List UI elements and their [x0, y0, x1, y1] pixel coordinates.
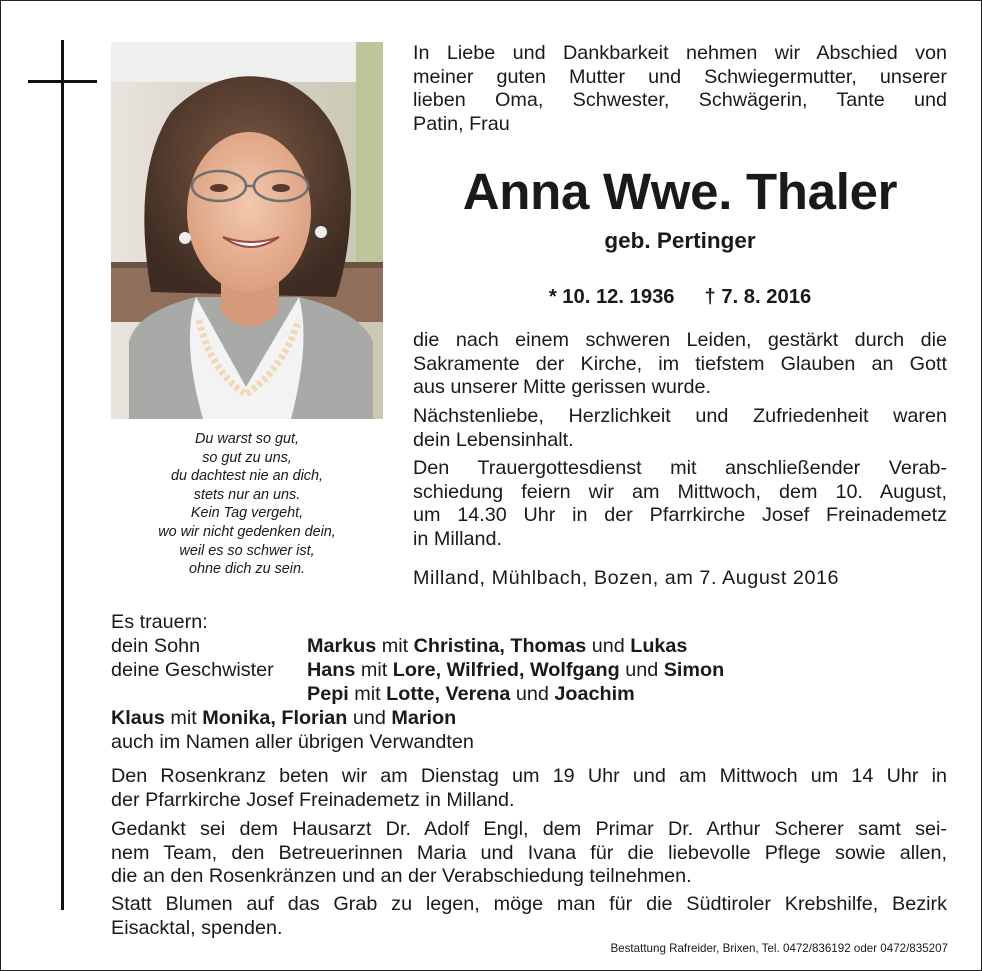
mourner-name: Simon: [663, 659, 725, 681]
poem-line: so gut zu uns,: [202, 449, 292, 466]
intro-line: In Liebe und Dankbarkeit nehmen wir Abschied von: [413, 42, 947, 64]
poem-line: wo wir nicht gedenken dein,: [158, 523, 336, 540]
flowers-paragraph: [111, 893, 947, 940]
son-label: dein Sohn: [111, 635, 201, 657]
connector-word: mit: [381, 635, 409, 657]
life-paragraph: [413, 405, 947, 452]
sibling-row: [111, 706, 456, 730]
place-date: Milland, Mühlbach, Bozen, am 7. August 2016: [413, 567, 840, 589]
cross-symbol-horizontal: [28, 80, 97, 83]
death-date: † 7. 8. 2016: [704, 286, 812, 308]
relatives-line: auch im Namen aller übrigen Verwandten: [111, 731, 474, 753]
thanks-paragraph: [111, 818, 947, 889]
sibling-row: [307, 658, 724, 682]
text-line: in Milland.: [413, 527, 503, 550]
connector-word: mit: [170, 707, 197, 729]
rosary-paragraph: [111, 765, 947, 812]
mourner-name: Klaus: [111, 707, 165, 729]
text-line: Den Trauergottesdienst mit anschließender Verab-: [413, 457, 947, 479]
text-line: schiedung feiern wir am Mittwoch, dem 10. August,: [413, 480, 947, 503]
cross-symbol-vertical: [61, 40, 64, 910]
intro-line: lieben Oma, Schwester, Schwägerin, Tante und: [413, 89, 947, 111]
mourner-names: Lore, Wilfried, Wolfgang: [392, 659, 620, 681]
connector-word: mit: [354, 683, 381, 705]
intro-line: meiner guten Mutter und Schwiegermutter, unserer: [413, 65, 947, 88]
text-line: Gedankt sei dem Hausarzt Dr. Adolf Engl, dem Primar Dr. Arthur Scherer samt sei-: [111, 818, 947, 840]
text-line: dein Lebensinhalt.: [413, 428, 574, 451]
connector-word: und: [591, 635, 625, 657]
poem-line: Kein Tag vergeht,: [190, 505, 304, 522]
text-line: die an den Rosenkränzen und an der Verabschiedung teilnehmen.: [111, 865, 692, 887]
mourner-name: Pepi: [307, 683, 349, 705]
mourner-name: Lukas: [630, 635, 688, 657]
intro-text: [413, 42, 947, 136]
siblings-label: deine Geschwister: [111, 659, 274, 681]
text-line: Statt Blumen auf das Grab zu legen, möge man für die Südtiroler Krebshilfe, Bezirk: [111, 893, 947, 915]
text-line: um 14.30 Uhr in der Pfarrkirche Josef Freinademetz: [413, 504, 947, 526]
mourner-name: Markus: [307, 635, 377, 657]
text-line: Den Rosenkranz beten wir am Dienstag um 19 Uhr und am Mittwoch um 14 Uhr in: [111, 765, 947, 787]
poem-line: du dachtest nie an dich,: [170, 468, 323, 485]
connector-word: und: [352, 707, 386, 729]
text-line: der Pfarrkirche Josef Freinademetz in Milland.: [111, 788, 515, 811]
text-line: aus unserer Mitte gerissen wurde.: [413, 376, 711, 398]
text-line: nem Team, den Betreuerinnen Maria und Ivana für die liebevolle Pflege sowie allen,: [111, 841, 947, 864]
mourners-title: Es trauern:: [111, 611, 208, 633]
funeral-paragraph: [413, 457, 947, 551]
funeral-home-footer: Bestattung Rafreider, Brixen, Tel. 0472/836192 oder 0472/835207: [610, 942, 948, 955]
mourner-name: Joachim: [554, 683, 635, 705]
son-row: [307, 634, 687, 658]
connector-word: und: [625, 659, 659, 681]
mourner-names: Lotte, Verena: [386, 683, 511, 705]
text-line: Eisacktal, spenden.: [111, 916, 283, 939]
poem-line: Du warst so gut,: [195, 431, 299, 447]
mourner-names: Monika, Florian: [202, 707, 348, 729]
sibling-row: [307, 682, 635, 706]
connector-word: und: [515, 683, 549, 705]
text-line: Sakramente der Kirche, im tiefstem Glauben an Gott: [413, 352, 947, 375]
mourner-name: Hans: [307, 659, 356, 681]
poem-line: ohne dich zu sein.: [188, 561, 305, 578]
memorial-poem: [111, 430, 383, 579]
poem-line: stets nur an uns.: [193, 486, 301, 503]
deceased-name: Anna Wwe. Thaler: [462, 163, 898, 220]
intro-line: Patin, Frau: [413, 112, 510, 135]
maiden-name: geb. Pertinger: [604, 228, 756, 253]
mourner-names: Christina, Thomas: [413, 635, 587, 657]
life-dates: [413, 283, 947, 311]
connector-word: mit: [360, 659, 388, 681]
death-paragraph: [413, 329, 947, 400]
mourner-name: Marion: [391, 707, 457, 729]
text-line: Nächstenliebe, Herzlichkeit und Zufriedenheit waren: [413, 405, 947, 427]
poem-line: weil es so schwer ist,: [179, 542, 315, 559]
birth-date: * 10. 12. 1936: [548, 286, 675, 308]
portrait-photo: [111, 42, 383, 419]
text-line: die nach einem schweren Leiden, gestärkt durch die: [413, 329, 947, 351]
